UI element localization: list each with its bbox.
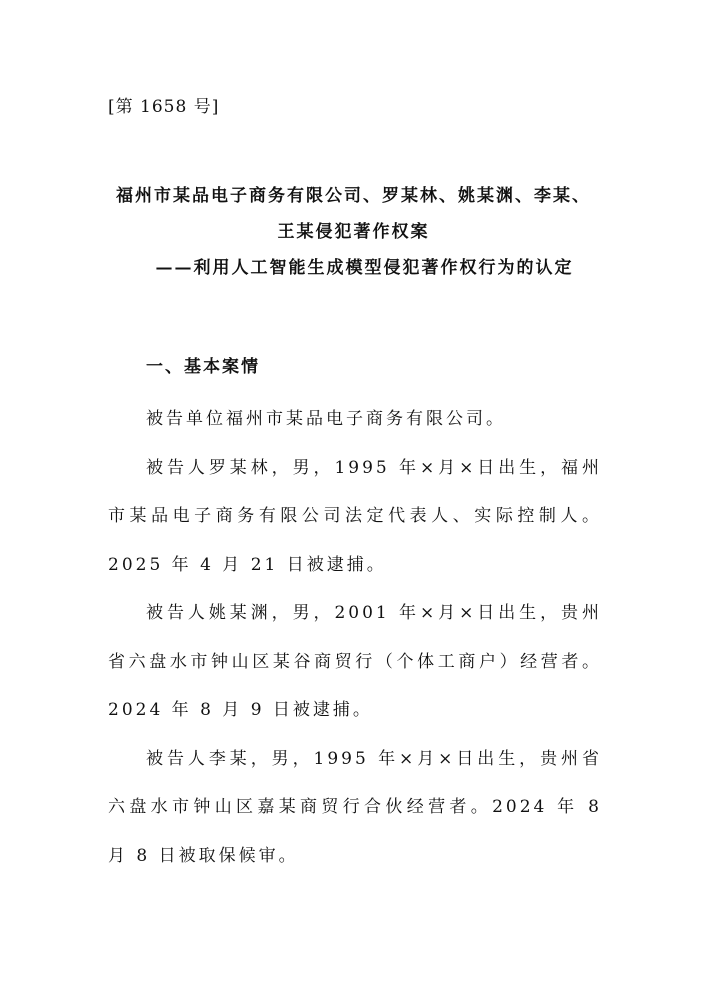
title-subtitle: ——利用人工智能生成模型侵犯著作权行为的认定	[155, 258, 574, 278]
section-heading: 一、基本案情	[146, 357, 260, 377]
title-line-2: 王某侵犯著作权案	[277, 222, 430, 242]
paragraph-defendant-luo: 被告人罗某林，男，1995 年×月×日出生，福州市某品电子商务有限公司法定代表人、实际控制人。2025 年 4 月 21 日被逮捕。	[108, 457, 602, 575]
paragraph-defendant-li: 被告人李某，男，1995 年×月×日出生，贵州省六盘水市钟山区嘉某商贸行合伙经营者。2024 年 8 月 8 日被取保候审。	[108, 748, 602, 866]
case-title	[0, 178, 707, 286]
body-text	[108, 395, 602, 880]
case-number: [第 1658 号]	[108, 97, 220, 117]
title-line-1: 福州市某品电子商务有限公司、罗某林、姚某渊、李某、	[116, 186, 591, 206]
paragraph-defendant-company: 被告单位福州市某品电子商务有限公司。	[146, 409, 506, 429]
paragraph-defendant-yao: 被告人姚某渊，男，2001 年×月×日出生，贵州省六盘水市钟山区某谷商贸行（个体工商户）经营者。2024 年 8 月 9 日被逮捕。	[108, 603, 602, 720]
